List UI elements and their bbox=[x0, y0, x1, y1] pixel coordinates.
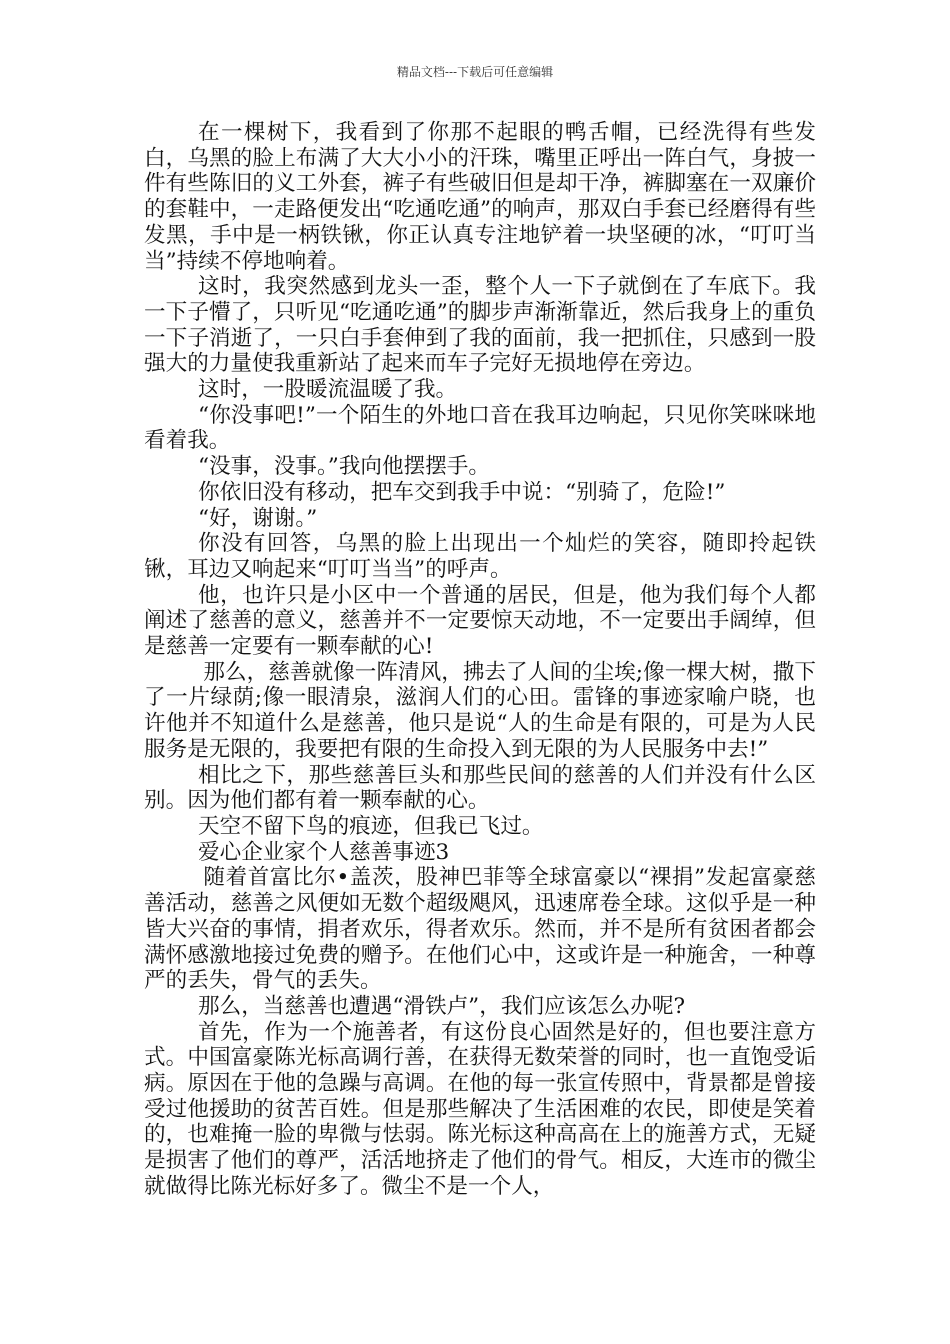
paragraph: “你没事吧!”一个陌生的外地口音在我耳边响起，只见你笑咪咪地看着我。 bbox=[144, 402, 816, 454]
paragraph: 相比之下，那些慈善巨头和那些民间的慈善的人们并没有什么区别。因为他们都有着一颗奉献的心。 bbox=[144, 762, 816, 814]
paragraph: 天空不留下鸟的痕迹，但我已飞过。 bbox=[198, 813, 544, 839]
document-body bbox=[144, 120, 816, 1200]
paragraph: “没事，没事。”我向他摆摆手。 bbox=[198, 454, 490, 480]
paragraph: 那么，当慈善也遭遇“滑铁卢”，我们应该怎么办呢? bbox=[198, 993, 686, 1019]
paragraph: 这时，我突然感到龙头一歪，整个人一下子就倒在了车底下。我一下子懵了，只听见“吃通吃通”的脚步声渐渐靠近，然后我身上的重负一下子消逝了，一只白手套伸到了我的面前，我一把抓住，只感到一股强大的力量使我重新站了起来而车子完好无损地停在旁边。 bbox=[144, 274, 816, 377]
paragraph: 你没有回答，乌黑的脸上出现出一个灿烂的笑容，随即拎起铁锹，耳边又响起来“叮叮当当”的呼声。 bbox=[144, 531, 816, 582]
paragraph: 在一棵树下，我看到了你那不起眼的鸭舌帽，已经洗得有些发白，乌黑的脸上布满了大大小小的汗珠，嘴里正呼出一阵白气，身披一件有些陈旧的义工外套，裤子有些破旧但是却干净，裤脚塞在一双廉价的套鞋中，一走路便发出“吃通吃通”的响声，那双白手套已经磨得有些发黑，手中是一柄铁锹，你正认真专注地铲着一块坚硬的冰，“叮叮当当”持续不停地响着。 bbox=[144, 120, 816, 274]
paragraph: 随着首富比尔•盖茨，股神巴菲等全球富豪以“裸捐”发起富豪慈善活动，慈善之风便如无数个超级飓风，迅速席卷全球。这似乎是一种皆大兴奋的事情，捐者欢乐，得者欢乐。然而，并不是所有贫困者都会满怀感激地接过免费的赠予。在他们心中，这或许是一种施舍，一种尊严的丢失，骨气的丢失。 bbox=[144, 865, 816, 994]
paragraph: 你依旧没有移动，把车交到我手中说：“别骑了，危险!” bbox=[198, 479, 726, 505]
paragraph: 这时，一股暖流温暖了我。 bbox=[198, 377, 458, 403]
paragraph: 爱心企业家个人慈善事迹3 bbox=[198, 839, 450, 865]
paragraph: 他，也许只是小区中一个普通的居民，但是，他为我们每个人都阐述了慈善的意义，慈善并不一定要惊天动地，不一定要出手阔绰，但是慈善一定要有一颗奉献的心! bbox=[144, 582, 816, 660]
paragraph: “好，谢谢。” bbox=[198, 505, 318, 531]
paragraph: 那么，慈善就像一阵清风，拂去了人间的尘埃;像一棵大树，撒下了一片绿荫;像一眼清泉，滋润人们的心田。雷锋的事迹家喻户晓，也许他并不知道什么是慈善，他只是说“人的生命是有限的，可是为人民服务是无限的，我要把有限的生命投入到无限的为人民服务中去!” bbox=[144, 659, 816, 762]
paragraph: 首先，作为一个施善者，有这份良心固然是好的，但也要注意方式。中国富豪陈光标高调行善，在获得无数荣誉的同时，也一直饱受诟病。原因在于他的急躁与高调。在他的每一张宣传照中，背景都是曾接受过他援助的贫苦百姓。但是那些解决了生活困难的农民，即使是笑着的，也难掩一脸的卑微与怯弱。陈光标这种高高在上的施善方式，无疑是损害了他们的尊严，活活地挤走了他们的骨气。相反，大连市的微尘就做得比陈光标好多了。微尘不是一个人， bbox=[144, 1019, 816, 1199]
page-header: 精品文档---下载后可任意编辑 bbox=[396, 65, 554, 79]
